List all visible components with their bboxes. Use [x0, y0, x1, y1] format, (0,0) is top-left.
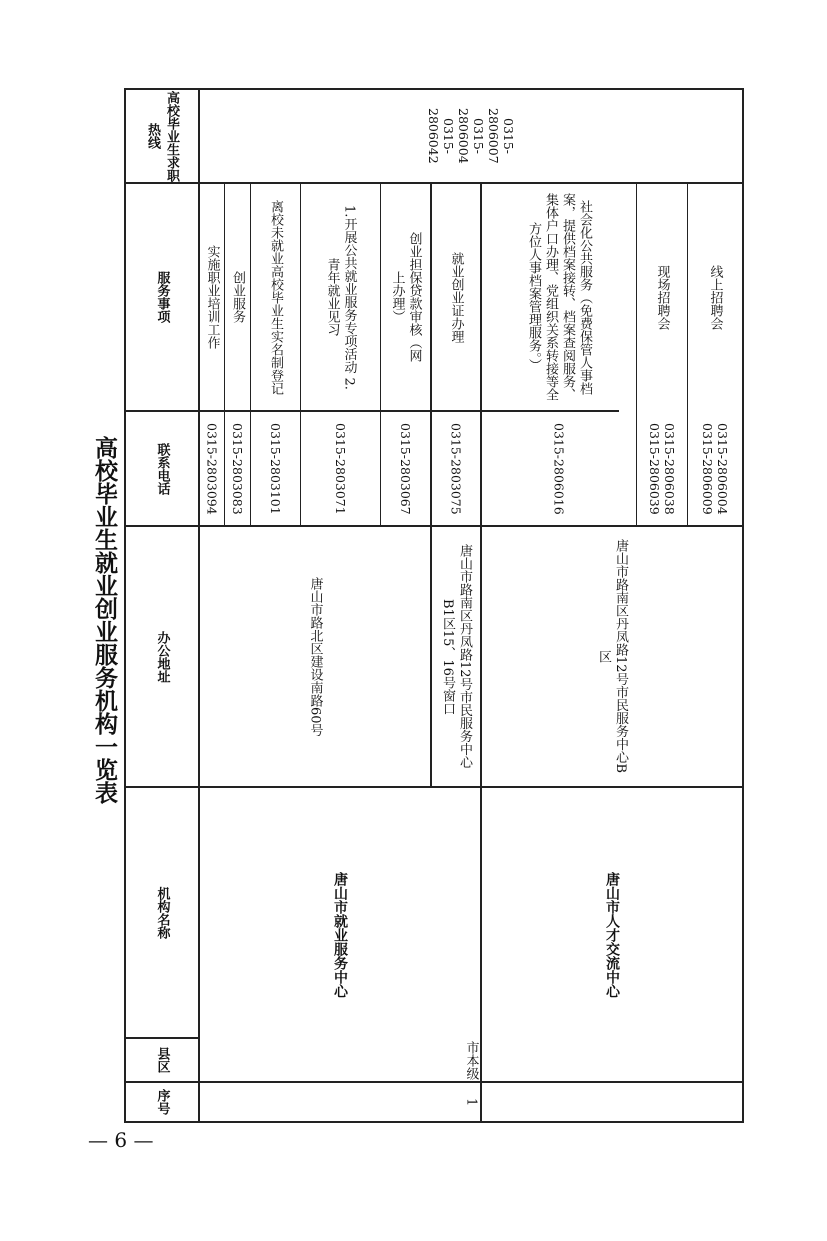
service-item-4: 1.开展公共就业服务专项活动 2.青年就业见习 — [324, 204, 357, 390]
phone-4: 0315-2803071 — [333, 422, 348, 515]
service-item-6: 就业创业证办理 — [448, 251, 464, 343]
service-item-5: 创业担保贷款审核（网上办理） — [389, 232, 422, 362]
address-2: 唐山市路南区丹凤路12号市民服务中心B1区15、16号窗口 — [440, 544, 472, 769]
header-hotline: 高校毕业生求职热线 — [145, 90, 179, 182]
service-item-8: 现场招聘会 — [654, 264, 670, 330]
header-service: 服务事项 — [154, 271, 170, 323]
service-item-3: 离校未就业高校毕业生实名制登记 — [268, 199, 283, 395]
page-number — [88, 1128, 188, 1158]
header-address: 办公地址 — [154, 630, 170, 683]
page-title-text: 高校毕业生就业创业服务机构一览表 — [91, 436, 118, 804]
service-item-1: 实施职业培训工作 — [204, 245, 220, 349]
phone-8: 0315-2806038 0315-2806039 — [647, 422, 677, 515]
phone-3: 0315-2803101 — [268, 422, 283, 515]
service-item-2: 创业服务 — [230, 271, 245, 323]
service-item-7: 社会化公共服务（免费保管人事档案，提供档案接转、档案查阅服务、集体户口办理、党组织关系转接等全方位人事档案管理服务。） — [526, 193, 592, 401]
page-title — [86, 320, 122, 920]
phone-2: 0315-2803083 — [230, 422, 245, 515]
service-item-9: 线上招聘会 — [707, 264, 723, 330]
page-number-text: — 6 — — [88, 1128, 154, 1152]
phone-6: 0315-2803075 — [448, 422, 464, 515]
header-phone: 联系电话 — [154, 442, 170, 495]
hotline-cell: 0315-2806007 0315-2806004 0315-2806042 — [426, 108, 516, 164]
address-3: 唐山市路南区丹凤路12号市民服务中心B区 — [596, 539, 628, 774]
seq-cell: 1 — [463, 1097, 479, 1107]
header-county: 县区 — [154, 1047, 170, 1073]
header-org: 机构名称 — [154, 886, 170, 939]
address-1: 唐山市路北区建设南路60号 — [307, 576, 323, 737]
phone-5: 0315-2803067 — [398, 422, 413, 515]
county-cell: 市本级 — [463, 1040, 479, 1080]
phone-1: 0315-2803094 — [204, 422, 220, 515]
header-seq: 序号 — [154, 1089, 170, 1115]
org-2: 唐山市人才交流中心 — [604, 871, 620, 998]
phone-7: 0315-2806016 — [551, 422, 567, 515]
service-table — [124, 88, 744, 1123]
phone-9: 0315-2806004 0315-2806009 — [700, 422, 730, 515]
org-1: 唐山市就业服务中心 — [332, 871, 348, 998]
